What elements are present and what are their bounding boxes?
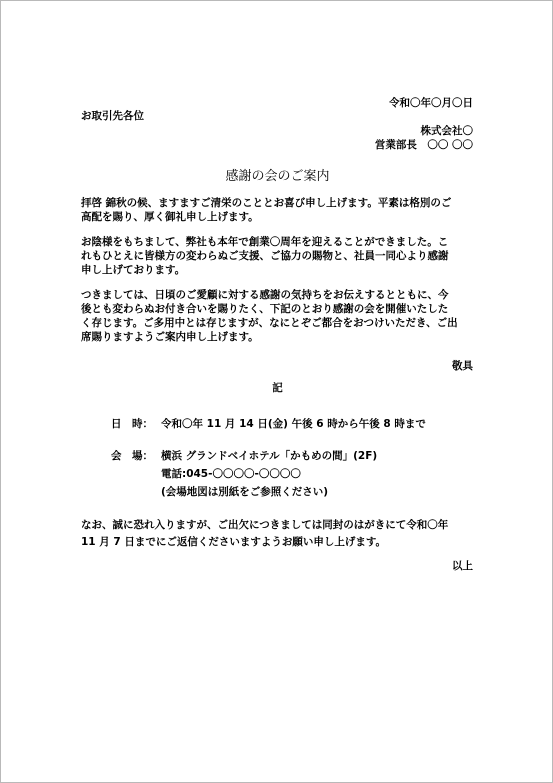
issue-date: 令和〇年〇月〇日	[389, 97, 473, 109]
paragraph-3-line-1: つきましては、日頃のご愛顧に対する感謝の気持ちをお伝えするとともに、今	[81, 289, 449, 301]
paragraph-3-line-4: 席賜りますようご案内申し上げます。	[81, 331, 259, 343]
venue-map-note: (会場地図は別紙をご参照ください)	[161, 486, 329, 498]
recipient: お取引先各位	[81, 110, 144, 122]
note-line-1: なお、誠に恐れ入りますが、ご出欠につきましては同封のはがきにて令和〇年	[81, 519, 449, 531]
venue-phone: 電話:045-〇〇〇〇-〇〇〇〇	[161, 468, 301, 480]
ki-heading: 記	[272, 382, 283, 394]
paragraph-2-line-2: れもひとえに皆様方の変わらぬご支援、ご協力の賜物と、社員一同心より感謝	[81, 250, 449, 262]
date-value: 令和〇年 11 月 14 日(金) 午後 6 時から午後 8 時まで	[161, 418, 426, 430]
sender-company: 株式会社〇	[420, 125, 473, 137]
note-line-2: 11 月 7 日までにご返信くださいますようお願い申し上げます。	[81, 536, 387, 548]
closing-keigu: 敬具	[452, 360, 473, 372]
closing-ijou: 以上	[452, 560, 473, 572]
paragraph-2-line-1: お陰様をもちまして、弊社も本年で創業〇周年を迎えることができました。こ	[81, 236, 449, 248]
paragraph-3-line-3: く存じます。ご多用中とは存じますが、なにとぞご都合をおつけいただき、ご出	[81, 317, 458, 329]
paragraph-3-line-2: 後とも変わらぬお付き合いを賜りたく、下記のとおり感謝の会を開催いたした	[81, 303, 449, 315]
date-label: 日 時：	[111, 418, 153, 430]
paragraph-1-line-1: 拝啓 錦秋の候、ますますご清栄のこととお喜び申し上げます。平素は格別のご	[81, 197, 452, 209]
paragraph-2-line-3: 申し上げております。	[81, 264, 186, 276]
venue-value: 横浜 グランドベイホテル「かもめの間」(2F)	[161, 450, 378, 462]
paragraph-1-line-2: 高配を賜り、厚く御礼申し上げます。	[81, 211, 259, 223]
venue-label: 会 場：	[111, 450, 153, 462]
sender-name: 営業部長 〇〇 〇〇	[374, 139, 473, 151]
document-title: 感謝の会のご案内	[225, 169, 330, 184]
